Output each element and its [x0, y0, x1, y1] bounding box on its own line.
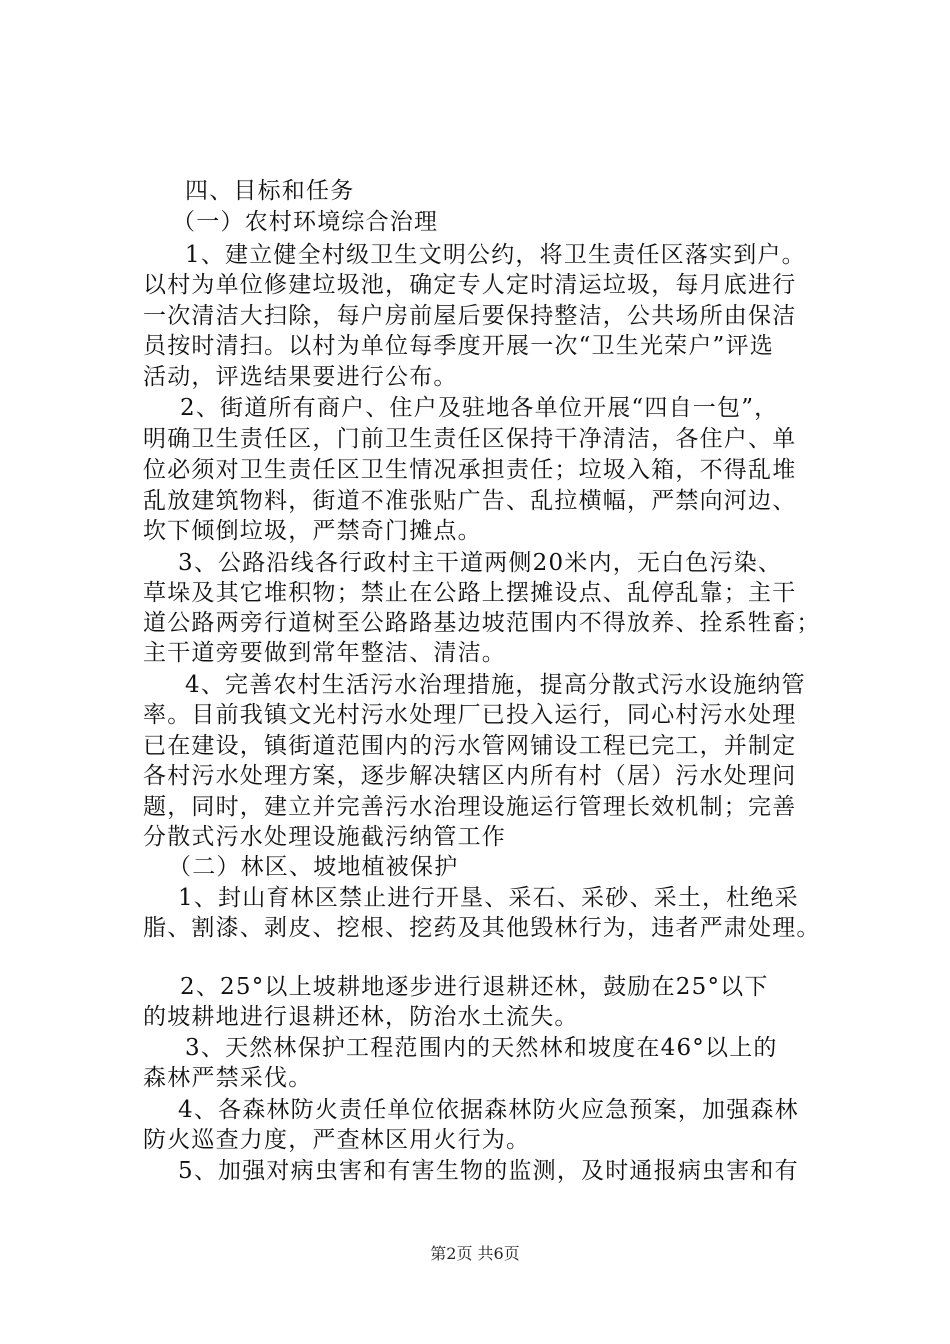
paragraph-line: 题，同时，建立并完善污水治理设施运行管理长效机制；完善	[143, 794, 797, 820]
paragraph-line: 防火巡查力度，严查林区用火行为。	[143, 1127, 531, 1153]
paragraph-line: 1、建立健全村级卫生文明公约，将卫生责任区落实到户。	[185, 242, 806, 268]
paragraph-line: 已在建设，镇街道范围内的污水管网铺设工程已完工，并制定	[143, 733, 797, 759]
paragraph-line: 3、公路沿线各行政村主干道两侧20米内，无白色污染、	[178, 550, 783, 576]
paragraph-line: 草垛及其它堆积物；禁止在公路上摆摊设点、乱停乱靠；主干	[143, 580, 797, 606]
paragraph-line: 坎下倾倒垃圾，严禁奇门摊点。	[143, 518, 482, 544]
paragraph-line: 道公路两旁行道树至公路路基边坡范围内不得放养、拴系牲畜；	[143, 610, 821, 636]
paragraph-line: 的坡耕地进行退耕还林，防治水土流失。	[143, 1004, 579, 1030]
paragraph-line: 脂、割漆、剥皮、挖根、挖药及其他毁林行为，违者严肃处理。	[143, 915, 821, 941]
paragraph-line: 1、封山育林区禁止进行开垦、采石、采砂、采土，杜绝采	[178, 885, 799, 911]
page-number-footer: 第2页 共6页	[430, 1244, 520, 1263]
paragraph-line: 明确卫生责任区，门前卫生责任区保持干净清洁，各住户、单	[143, 426, 797, 452]
paragraph-line: 4、各森林防火责任单位依据森林防火应急预案，加强森林	[178, 1097, 799, 1123]
section-heading: 四、目标和任务	[185, 178, 355, 204]
paragraph-line: 位必须对卫生责任区卫生情况承担责任；垃圾入箱，不得乱堆	[143, 457, 797, 483]
paragraph-line: 活动，评选结果要进行公布。	[143, 364, 458, 390]
paragraph-line: 率。目前我镇文光村污水处理厂已投入运行，同心村污水处理	[143, 702, 797, 728]
paragraph-line: 主干道旁要做到常年整洁、清洁。	[143, 640, 506, 666]
paragraph-line: 2、25°以上坡耕地逐步进行退耕还林，鼓励在25°以下	[180, 974, 769, 1000]
paragraph-line: 3、天然林保护工程范围内的天然林和坡度在46°以上的	[185, 1035, 778, 1061]
paragraph-line: 员按时清扫。以村为单位每季度开展一次“卫生光荣户”评选	[143, 333, 774, 359]
paragraph-line: 4、完善农村生活污水治理措施，提高分散式污水设施纳管	[185, 672, 806, 698]
paragraph-line: 以村为单位修建垃圾池，确定专人定时清运垃圾，每月底进行	[143, 272, 797, 298]
paragraph-line: 森林严禁采伐。	[143, 1065, 313, 1091]
paragraph-line: 各村污水处理方案，逐步解决辖区内所有村（居）污水处理问	[143, 763, 797, 789]
paragraph-line: 乱放建筑物料，街道不准张贴广告、乱拉横幅，严禁向河边、	[143, 488, 797, 514]
subsection-heading: （一）农村环境综合治理	[172, 209, 439, 235]
paragraph-line: 2、街道所有商户、住户及驻地各单位开展“四自一包”，	[180, 395, 779, 421]
paragraph-line: 5、加强对病虫害和有害生物的监测，及时通报病虫害和有	[178, 1158, 799, 1184]
paragraph-line: 一次清洁大扫除，每户房前屋后要保持整洁，公共场所由保洁	[143, 303, 797, 329]
paragraph-line: 分散式污水处理设施截污纳管工作	[143, 824, 506, 850]
subsection-heading: （二）林区、坡地植被保护	[168, 854, 459, 880]
